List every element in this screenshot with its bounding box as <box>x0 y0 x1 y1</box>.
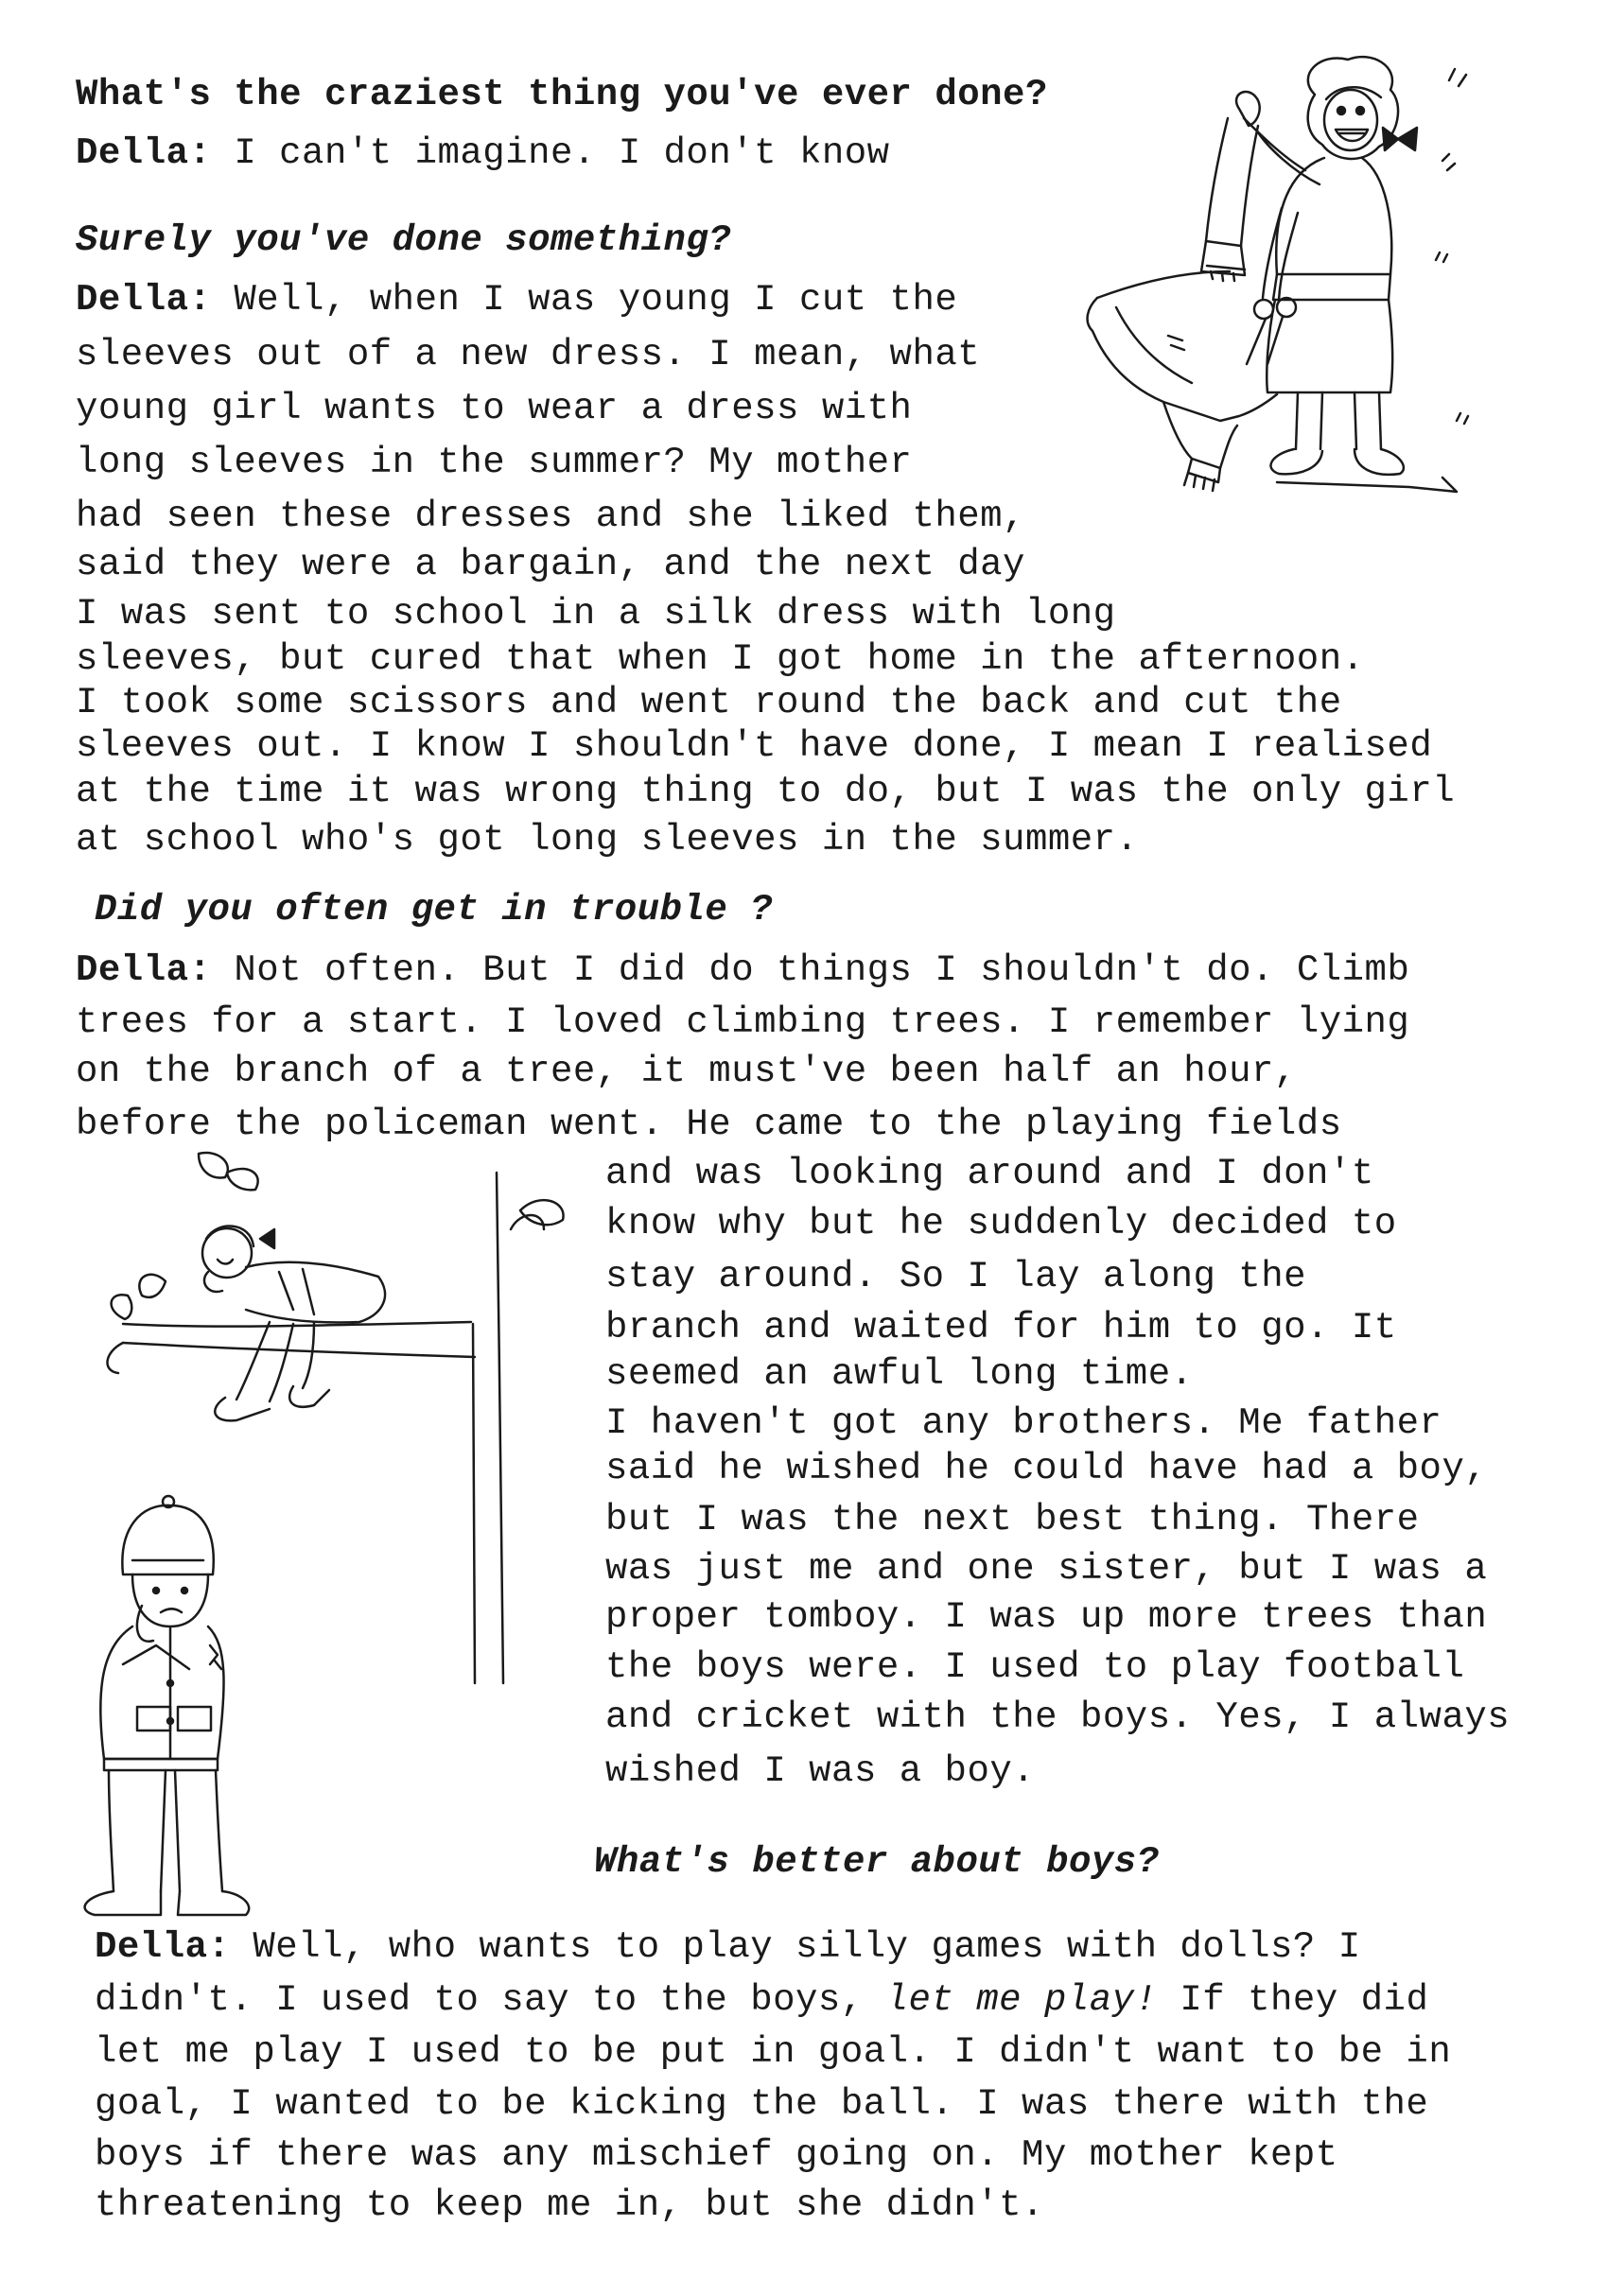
answer-4-line-5: boys if there was any mischief going on. My mother kept <box>95 2134 1338 2176</box>
answer-2-line-8: sleeves, but cured that when I got home in the afternoon. <box>76 638 1365 680</box>
girl-cutting-sleeves-illustration <box>1078 52 1476 619</box>
question-often-in-trouble: Did you often get in trouble ? <box>95 889 774 931</box>
answer-2-line-3: young girl wants to wear a dress with <box>76 388 913 429</box>
answer-3-line-3: on the branch of a tree, it must've been half an hour, <box>76 1051 1297 1092</box>
tree-and-policeman-illustration <box>66 1154 577 1929</box>
answer-3-line-2: trees for a start. I loved climbing trees. I remember lying <box>76 1001 1410 1043</box>
answer-1 <box>76 132 890 174</box>
answer-3-line-7: stay around. So I lay along the <box>605 1256 1307 1297</box>
answer-2-line-7: I was sent to school in a silk dress with long <box>76 593 1116 635</box>
answer-3-line-13: was just me and one sister, but I was a <box>605 1548 1488 1590</box>
speaker-label: Della: <box>76 949 212 991</box>
answer-2-line-6: said they were a bargain, and the next day <box>76 544 1025 585</box>
answer-2-line-4: long sleeves in the summer? My mother <box>76 442 913 483</box>
question-better-about-boys: What's better about boys? <box>594 1841 1160 1883</box>
answer-3-line-9: seemed an awful long time. <box>605 1353 1194 1395</box>
answer-3-line-17: wished I was a boy. <box>605 1750 1036 1792</box>
answer-4-line-2-start: didn't. I used to say to the boys, <box>95 1979 864 2021</box>
answer-3-line-10: I haven't got any brothers. Me father <box>605 1402 1442 1444</box>
answer-2-line-12: at school who's got long sleeves in the summer. <box>76 819 1139 861</box>
answer-3-line-8: branch and waited for him to go. It <box>605 1307 1397 1348</box>
answer-2-line-10: sleeves out. I know I shouldn't have done, I mean I realised <box>76 725 1433 767</box>
answer-2-text: Well, when I was young I cut the <box>234 279 958 321</box>
answer-4-line-3: let me play I used to be put in goal. I didn't want to be in <box>95 2031 1452 2073</box>
answer-2-line-9: I took some scissors and went round the back and cut the <box>76 682 1342 723</box>
speaker-label: Della: <box>95 1926 231 1968</box>
answer-4-quote: let me play! <box>885 1979 1158 2021</box>
answer-2-line-11: at the time it was wrong thing to do, but I was the only girl <box>76 771 1456 812</box>
answer-3-line-12: but I was the next best thing. There <box>605 1499 1420 1540</box>
answer-3-text: Not often. But I did do things I shouldn't do. Climb <box>234 949 1410 991</box>
answer-3-line-1 <box>76 949 1410 991</box>
speaker-label: Della: <box>76 132 212 174</box>
answer-3-line-5: and was looking around and I don't <box>605 1153 1374 1194</box>
answer-3-line-15: the boys were. I used to play football <box>605 1646 1465 1688</box>
answer-4-line-2-end: If they did <box>1180 1979 1429 2021</box>
answer-2-line-5: had seen these dresses and she liked them, <box>76 496 1025 537</box>
answer-3-line-16: and cricket with the boys. Yes, I always <box>605 1696 1511 1738</box>
answer-4-line-1 <box>95 1926 1361 1968</box>
answer-4-line-2 <box>95 1979 1429 2021</box>
answer-1-text: I can't imagine. I don't know <box>234 132 890 174</box>
answer-3-line-6: know why but he suddenly decided to <box>605 1203 1397 1244</box>
question-surely-done-something: Surely you've done something? <box>76 219 732 261</box>
answer-3-line-4: before the policeman went. He came to the playing fields <box>76 1104 1342 1145</box>
answer-4-line-4: goal, I wanted to be kicking the ball. I was there with the <box>95 2083 1429 2125</box>
speaker-label: Della: <box>76 279 212 321</box>
answer-2-line-1 <box>76 279 958 321</box>
answer-3-line-14: proper tomboy. I was up more trees than <box>605 1596 1488 1638</box>
question-craziest-thing: What's the craziest thing you've ever done? <box>76 74 1048 115</box>
answer-3-line-11: said he wished he could have had a boy, <box>605 1448 1488 1489</box>
answer-4-line-6: threatening to keep me in, but she didn't. <box>95 2184 1044 2226</box>
answer-2-line-2: sleeves out of a new dress. I mean, what <box>76 334 981 375</box>
answer-4-text: Well, who wants to play silly games with dolls? I <box>253 1926 1361 1968</box>
